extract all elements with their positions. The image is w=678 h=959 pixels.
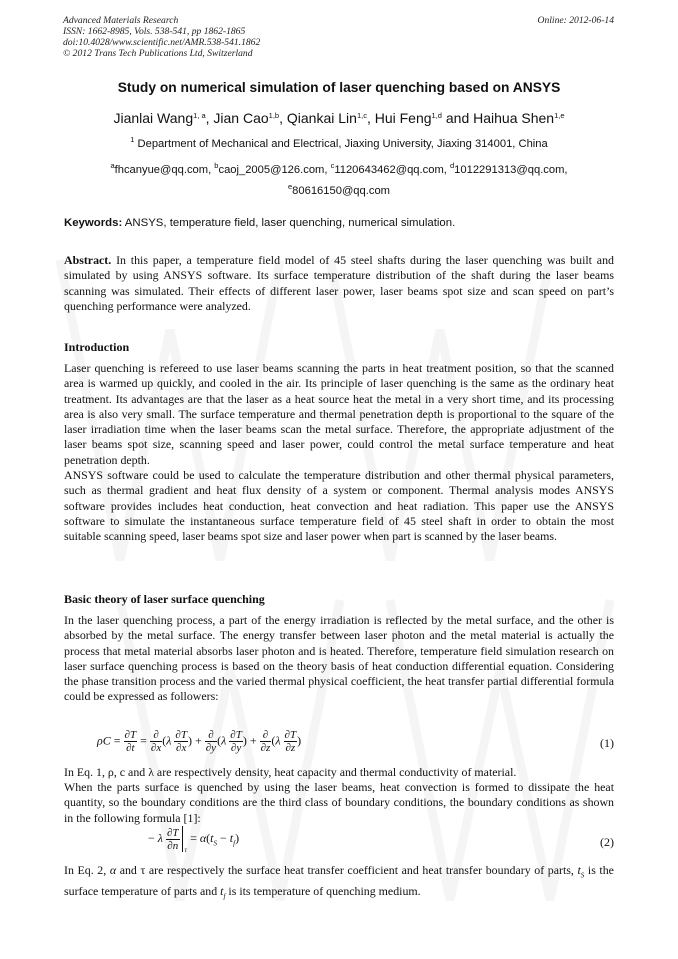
- email-list: [62, 160, 616, 202]
- issn: ISSN: 1662-8985, Vols. 538-541, pp 1862-1865: [63, 26, 246, 37]
- online-date: Online: 2012-06-14: [537, 15, 614, 26]
- equation-1: ρC = $\frac{\partial T}{\partial t}$ = $\frac{\partial}{\partial x}$ (λ $\frac{\partial T}{\partial x}$ ) + $\frac{\partial}{\partial y}$ (λ $\frac{\partial T}{\partial y}$ ) + $\frac{\partial}{\partial z}$ (λ $\frac{\partial T}{\partial z}$ ): [97, 729, 302, 754]
- paper-title: Study on numerical simulation of laser quenching based on ANSYS: [117, 80, 561, 95]
- abstract-label: Abstract.: [64, 253, 112, 267]
- author: Jian Cao$^{1,b}$,: [213, 110, 287, 126]
- author: Haihua Shen$^{1,e}$: [473, 110, 565, 126]
- section-heading-theory: Basic theory of laser surface quenching: [64, 592, 265, 606]
- email[interactable]: $^a$fhcanyue@qq.com,: [110, 161, 215, 176]
- keywords-label: Keywords:: [64, 217, 123, 229]
- abstract-text: In this paper, a temperature field model of 45 steel shafts during the laser quenching was built and simulated by using ANSYS software. Its surface temperature distribution of the shaft during the laser beams scanning was simulated. Their effects of different laser power, laser beams spot size and scan speed on part’s quenching performance were analyzed.: [64, 253, 614, 313]
- email[interactable]: $^e$80616150@qq.com: [288, 182, 390, 197]
- email[interactable]: $^b$caoj_2005@126.com,: [214, 161, 331, 176]
- journal-header: [63, 15, 260, 59]
- intro-paragraph-2: ANSYS software could be used to calculate the temperature distribution and other thermal physical parameters, such as thermal gradient and heat flux density of a system or component. Thermal analysis modes ANSYS software provides includes heat conduction, heat convection and heat radiation. This paper use the ANSYS software to simulate the instantaneous surface temperature field of 45 steel shaft in order to obtain the most suitable scanning speed, laser beams spot size and laser power when part is scanned by the laser beams.: [64, 468, 614, 544]
- author: Hui Feng$^{1,d}$ and: [374, 110, 474, 126]
- author: Qiankai Lin$^{1,c}$,: [286, 110, 375, 126]
- intro-paragraph-1: Laser quenching is refereed to use laser beams scanning the parts in heat treatment position, so that the scanned area is warmed up quickly, and cooled in the air. Its principle of laser quenching is the same as the ordinary heat treatment. Its advantages are that the laser as a heat source heat the metal in a very short time, and its processing area is also very small. The surface temperature and thermal penetration depth is proportional to the square of the laser irradiation time when the laser beams scan the metal surface. Therefore, the appropriate adjustment of the laser beams spot size, scanning speed and laser power, could control the metal surface temperature and heat penetration depth.: [64, 361, 614, 467]
- copyright: © 2012 Trans Tech Publications Ltd, Switzerland: [63, 48, 253, 59]
- keywords: [64, 217, 455, 229]
- equation-2-number: (2): [600, 835, 614, 849]
- author: Jianlai Wang$^{1, a}$,: [113, 110, 214, 126]
- theory-paragraph-2: When the parts surface is quenched by using the laser beams, heat convection is formed to dissipate the heat quantity, so the boundary conditions are the third class of boundary conditions, the boundary conditions as shown in the following formula [1]:: [64, 780, 614, 825]
- section-heading-introduction: Introduction: [64, 340, 130, 354]
- eq1-explanation: In Eq. 1, ρ, c and λ are respectively density, heat capacity and thermal conductivity of material.: [64, 765, 517, 779]
- abstract: [64, 253, 614, 314]
- equation-2: − λ $\frac{\partial T}{\partial n}$ $_\tau = \alpha(t_S - t_f)$: [148, 826, 240, 854]
- doi: doi:10.4028/www.scientific.net/AMR.538-541.1862: [63, 37, 261, 48]
- theory-paragraph-1: In the laser quenching process, a part of the energy irradiation is reflected by the metal surface, and the other is absorbed by the metal surface. The energy transfer between laser photon and the metal material is actually the process that metal material absorbs laser photon and is heated. Therefore, temperature field simulation research on laser surface quenching process is based on the theory basis of heat conduction differential equation. Considering the phase transition process and the varied thermal physical coefficient, the heat transfer partial differential formula could be expressed as followers:: [64, 613, 614, 704]
- equation-1-number: (1): [600, 736, 614, 750]
- eq2-explanation: In Eq. 2, α and τ are respectively the surface heat transfer coefficient and heat transfer boundary of parts, $t_S$ is the surface temperature of parts and $t_f$ is its temperature of quenching medium.: [64, 863, 614, 901]
- keywords-text: ANSYS, temperature field, laser quenching, numerical simulation.: [124, 217, 456, 229]
- email[interactable]: $^c$1120643462@qq.com,: [330, 161, 450, 176]
- affiliation: $^1$ Department of Mechanical and Electrical, Jiaxing University, Jiaxing 314001, China: [130, 135, 548, 150]
- author-list: [0, 110, 678, 126]
- email[interactable]: $^d$1012291313@qq.com,: [450, 161, 568, 176]
- journal-name: Advanced Materials Research: [63, 15, 179, 26]
